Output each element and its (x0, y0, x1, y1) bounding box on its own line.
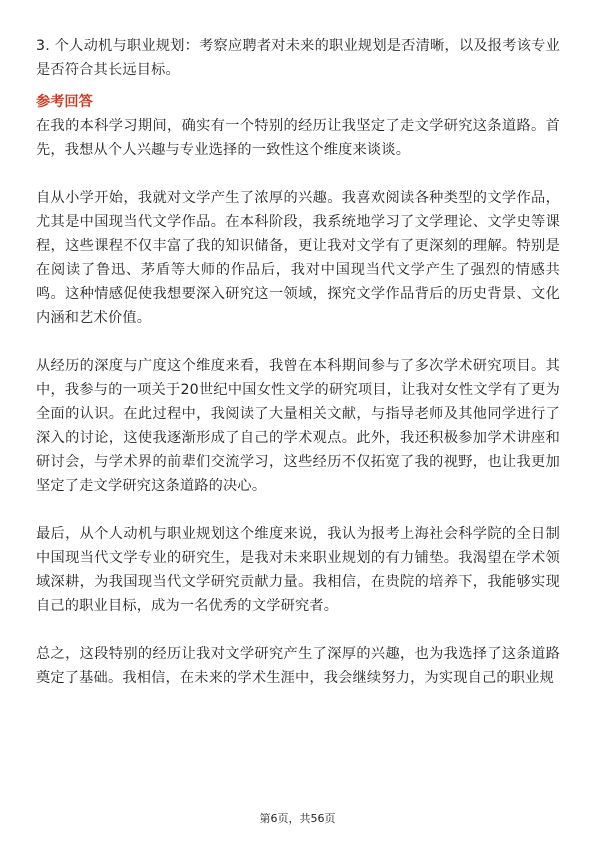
paragraph-3: 从经历的深度与广度这个维度来看，我曾在本科期间参与了多次学术研究项目。其中，我参与的一项关于20世纪中国女性文学的研究项目，让我对女性文学有了更为全面的认识。在此过程中，我阅读了大量相关文献，与指导老师及其他同学进行了深入的讨论，这使我逐渐形成了自己的学术观点。此外，我还积极参加学术讲座和研讨会，与学术界的前辈们交流学习，这些经历不仅拓宽了我的视野，也让我更加坚定了走文学研究这条道路的决心。 (36, 358, 560, 494)
question-3: 3. 个人动机与职业规划：考察应聘者对未来的职业规划是否清晰，以及报考该专业是否符合其长远目标。 (36, 38, 560, 78)
page-number: 第6页，共56页 (259, 812, 336, 825)
answer-heading: 参考回答 (36, 94, 93, 110)
document-body (36, 34, 560, 690)
paragraph-1: 在我的本科学习期间，确实有一个特别的经历让我坚定了走文学研究这条道路。首先，我想从个人兴趣与专业选择的一致性这个维度来谈谈。 (36, 118, 560, 158)
paragraph-5: 总之，这段特别的经历让我对文学研究产生了深厚的兴趣，也为我选择了这条道路奠定了基础。我相信，在未来的学术生涯中，我会继续努力，为实现自己的职业规 (36, 646, 560, 686)
paragraph-4: 最后，从个人动机与职业规划这个维度来说，我认为报考上海社会科学院的全日制中国现当代文学专业的研究生，是我对未来职业规划的有力铺垫。我渴望在学术领域深耕，为我国现当代文学研究贡献力量。我相信，在贵院的培养下，我能够实现自己的职业目标，成为一名优秀的文学研究者。 (36, 526, 560, 614)
paragraph-2: 自从小学开始，我就对文学产生了浓厚的兴趣。我喜欢阅读各种类型的文学作品，尤其是中国现当代文学作品。在本科阶段，我系统地学习了文学理论、文学史等课程，这些课程不仅丰富了我的知识储备，更让我对文学有了更深刻的理解。特别是在阅读了鲁迅、茅盾等大师的作品后，我对中国现当代文学产生了强烈的情感共鸣。这种情感促使我想要深入研究这一领域，探究文学作品背后的历史背景、文化内涵和艺术价值。 (36, 190, 560, 326)
